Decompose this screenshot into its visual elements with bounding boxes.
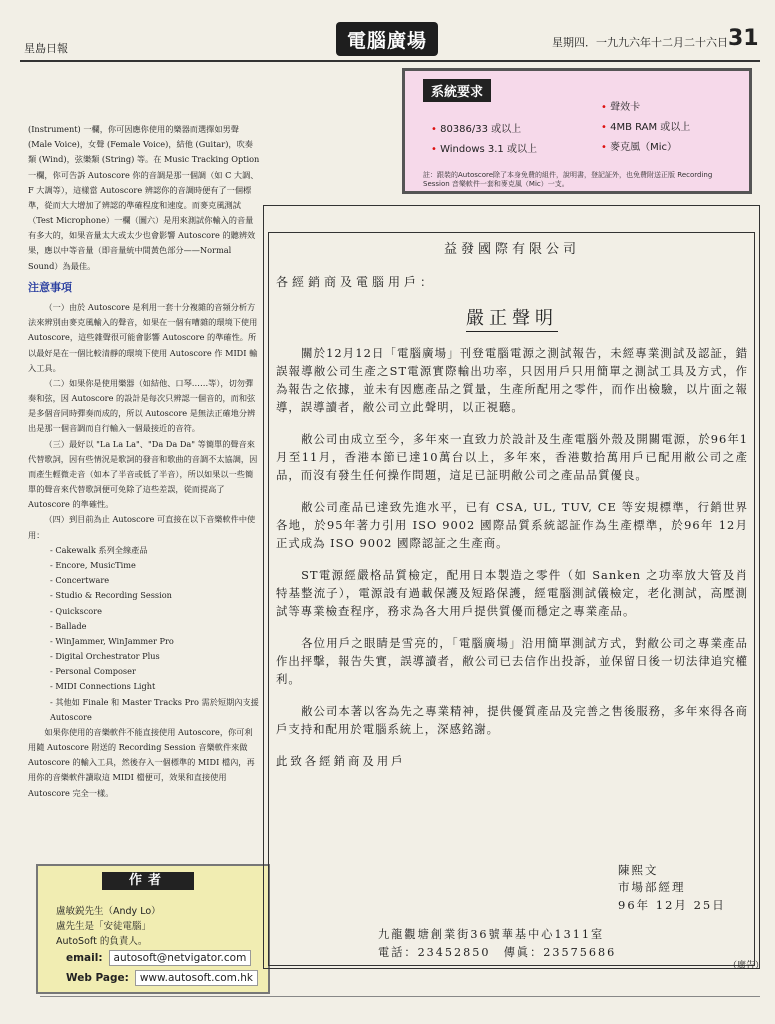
advertisement-tag: （廣告） [728, 961, 765, 971]
software-item: - Quickscore [50, 605, 102, 616]
statement-paragraph: 敝公司本著以客為先之專業精神，提供優質產品及完善之售後服務，多年來得各商戶支持和配用於電腦系統上，深感銘謝。 [276, 704, 748, 737]
article-paragraph: 如果你使用的音樂軟件不能直接使用 Autoscore，你可利用隨 Autoscore 附送的 Recording Session 音樂軟件來做 Autoscore 的輸入工具，然後存入一個標準的 MIDI 檔內，再用你的音樂軟件讀取這 MIDI 檔便可，效果和直接使用 Autoscore 完全一樣。 [28, 726, 255, 798]
statement-paragraph: 關於12月12日「電腦廣場」刊登電腦電源之測試報告，未經專業測試及認証，錯誤報導敝公司生產之ST電源實際輸出功率，只因用戶只用簡單之測試工具及方式，作為報告之依據，並未有因應產品之質量，生產所配用之零件，而作出檢驗，以片面之報導，誤導讀者，敝公司立此聲明，以正視聽。 [276, 345, 748, 414]
statement-heading-text: 嚴正聲明 [466, 308, 558, 332]
author-title: 作者 [102, 872, 194, 890]
notes-heading: 注意事項 [28, 280, 72, 294]
software-item: - Concertware [50, 575, 110, 586]
requirements-note: 註：跟裝的Autoscore除了本身免費的組件，說明書，登記証外，也免費附送正版 Recording Session 音樂軟件一套和麥克風（Mic）一支。 [423, 171, 713, 189]
software-item: - Studio & Recording Session [50, 590, 172, 601]
advertisement-statement [276, 238, 748, 784]
company-name: 益發國際有限公司 [443, 242, 580, 257]
requirement-item: • Windows 3.1 或以上 [431, 140, 537, 155]
requirement-item: • 80386/33 或以上 [431, 120, 537, 135]
signer-title: 市場部經理 [618, 880, 686, 895]
section-logo: 電腦廣場 [336, 22, 438, 56]
software-item: - Digital Orchestrator Plus [50, 651, 160, 662]
software-list [28, 543, 260, 725]
company-phone: 電話：23452850 傳眞：23575686 [378, 945, 617, 959]
requirements-title: 系統要求 [423, 79, 491, 102]
page-number: 31 [728, 26, 759, 51]
note-paragraph: （四）到目前為止 Autoscore 可直接在以下音樂軟件中使用： [28, 514, 256, 540]
software-item: - MIDI Connections Light [50, 681, 156, 692]
software-item: - Personal Composer [50, 666, 136, 677]
software-item: - 其他如 Finale 和 Master Tracks Pro 需於短期內支援 Autoscore [50, 696, 259, 722]
requirement-item: • 麥克風（Mic） [601, 138, 690, 153]
statement-closing: 此致各經銷商及用戶 [276, 754, 406, 769]
requirement-item: • 4MB RAM 或以上 [601, 118, 690, 133]
signature-block [618, 862, 726, 914]
statement-paragraph: 各位用戶之眼睛是雪亮的，「電腦廣場」沿用簡單測試方式，對敝公司之專業產品作出抨擊，報告失實，誤導讀者，敝公司已去信作出投訴，並保留日後一切法律追究權利。 [276, 636, 748, 687]
requirements-list-left [431, 115, 537, 160]
statement-paragraph: ST電源經嚴格品質檢定，配用日本製造之零件（如 Sanken 之功率放大管及肖特基整流子），電源設有過載保護及短路保護，經電腦測試儀檢定，老化測試，高壓測試等專業檢查程序，務求為各大用戶提供質優而穩定之專業產品。 [276, 568, 748, 619]
software-item: - Cakewalk 系列全線產品 [50, 544, 148, 555]
signed-date: 96年 12月 25日 [618, 897, 726, 912]
statement-heading [276, 305, 748, 333]
author-bio-line: AutoSoft 的負責人。 [56, 936, 148, 948]
software-item: - WinJammer, WinJammer Pro [50, 635, 174, 646]
header-divider [20, 60, 760, 62]
statement-paragraph: 敝公司由成立至今，多年來一直致力於設計及生產電腦外殼及開關電源，於96年1月至11月，香港本節已達10萬台以上，多年來，香港數拾萬用戶已配用敝公司之產品，而沒有發生任何操作問題，這足已証明敝公司之產品品質優良。 [276, 431, 748, 483]
note-paragraph: （三）最好以 "La La La"、"Da Da Da" 等簡單的聲音來代替歌詞，因有些情況是歌詞的發音和歌曲的音調不太協調，因而產生輕微走音（如本了半音或低了半音），所以如果以一些簡單的聲音來代替歌詞便可免除了這些差誤，從而提高了 Autoscore 的準確性。 [28, 438, 258, 510]
statement-greeting: 各經銷商及電腦用戶： [276, 274, 437, 289]
newspaper-name: 星島日報 [24, 42, 68, 55]
author-bio-line: 盧敏鋭先生（Andy Lo） [56, 906, 161, 917]
author-bio [56, 904, 161, 950]
email-link[interactable]: autosoft@netvigator.com [109, 950, 252, 966]
note-paragraph: （一）由於 Autoscore 是利用一套十分複雜的音頻分析方法來辨別由麥克風輸入的聲音，如果在一個有嘈雜的環境下使用 Autoscore，這些雜聲很可能會影響 Autoscore 的準確性。所以最好是在一個比較清靜的環境下使用 Autoscore 作 MIDI 輸入工具。 [28, 302, 258, 373]
software-item: - Ballade [50, 620, 87, 631]
article-column [28, 122, 260, 801]
email-label: email: [66, 952, 103, 964]
web-label: Web Page: [66, 972, 129, 984]
company-contact [378, 926, 616, 962]
statement-paragraph: 敝公司產品已達致先進水平，已有 CSA, UL, TUV, CE 等安規標準，行銷世界各地，於95年著力引用 ISO 9002 國際品質系統認証作為生產標準，於96年 12月正式成為 ISO 9002 國際認証之生產商。 [276, 500, 748, 551]
company-address: 九龍觀塘創業街36號華基中心1311室 [378, 928, 605, 941]
footer-divider [40, 996, 760, 997]
requirements-list-right [601, 93, 690, 158]
software-item: - Encore, MusicTime [50, 559, 136, 570]
system-requirements-box [402, 68, 752, 194]
note-paragraph: （二）如果你是使用樂器（如結他、口琴……等），切勿彈奏和弦，因 Autoscore 的設計是每次只辨認一個音的，而和弦是多個音同時彈奏而成的，所以 Autoscore 是無法正確地分辨出是那一個音調而自行輸入一個最接近的音符。 [28, 377, 256, 434]
author-box [36, 864, 270, 994]
author-web [66, 972, 258, 984]
signer-name: 陳熙文 [618, 863, 659, 877]
author-email [66, 952, 251, 964]
issue-date: 星期四．一九九六年十二月二十六日 [552, 36, 728, 49]
web-link[interactable]: www.autosoft.com.hk [135, 970, 258, 986]
author-bio-line: 盧先生是「安徒電腦」 [56, 921, 152, 933]
requirement-item: • 聲效卡 [601, 98, 690, 113]
article-paragraph: (Instrument) 一欄，你可因應你使用的樂器而選擇如男聲 (Male Voice)，女聲 (Female Voice)，結他 (Guitar)，吹奏類 (Wind)，弦樂類 (String) 等。在 Music Tracking Option 一欄，你可告訴 Autoscore 你的音調是那一個調（如 C 大調、F 大調等），這樣當 Autoscore 辨認你的音調時便有了一個標準，從而大大增加了辨認的準確程度和速度。而麥克風測試（Test Microphone）一欄（圖六）是用來測試你輸入的音量有多大的，如果音量太大或太少也會影響 Autoscore 的聽辨效果，應以中等音量（即音量統中間黃色部分——Normal Sound）為最佳。 [28, 124, 260, 271]
